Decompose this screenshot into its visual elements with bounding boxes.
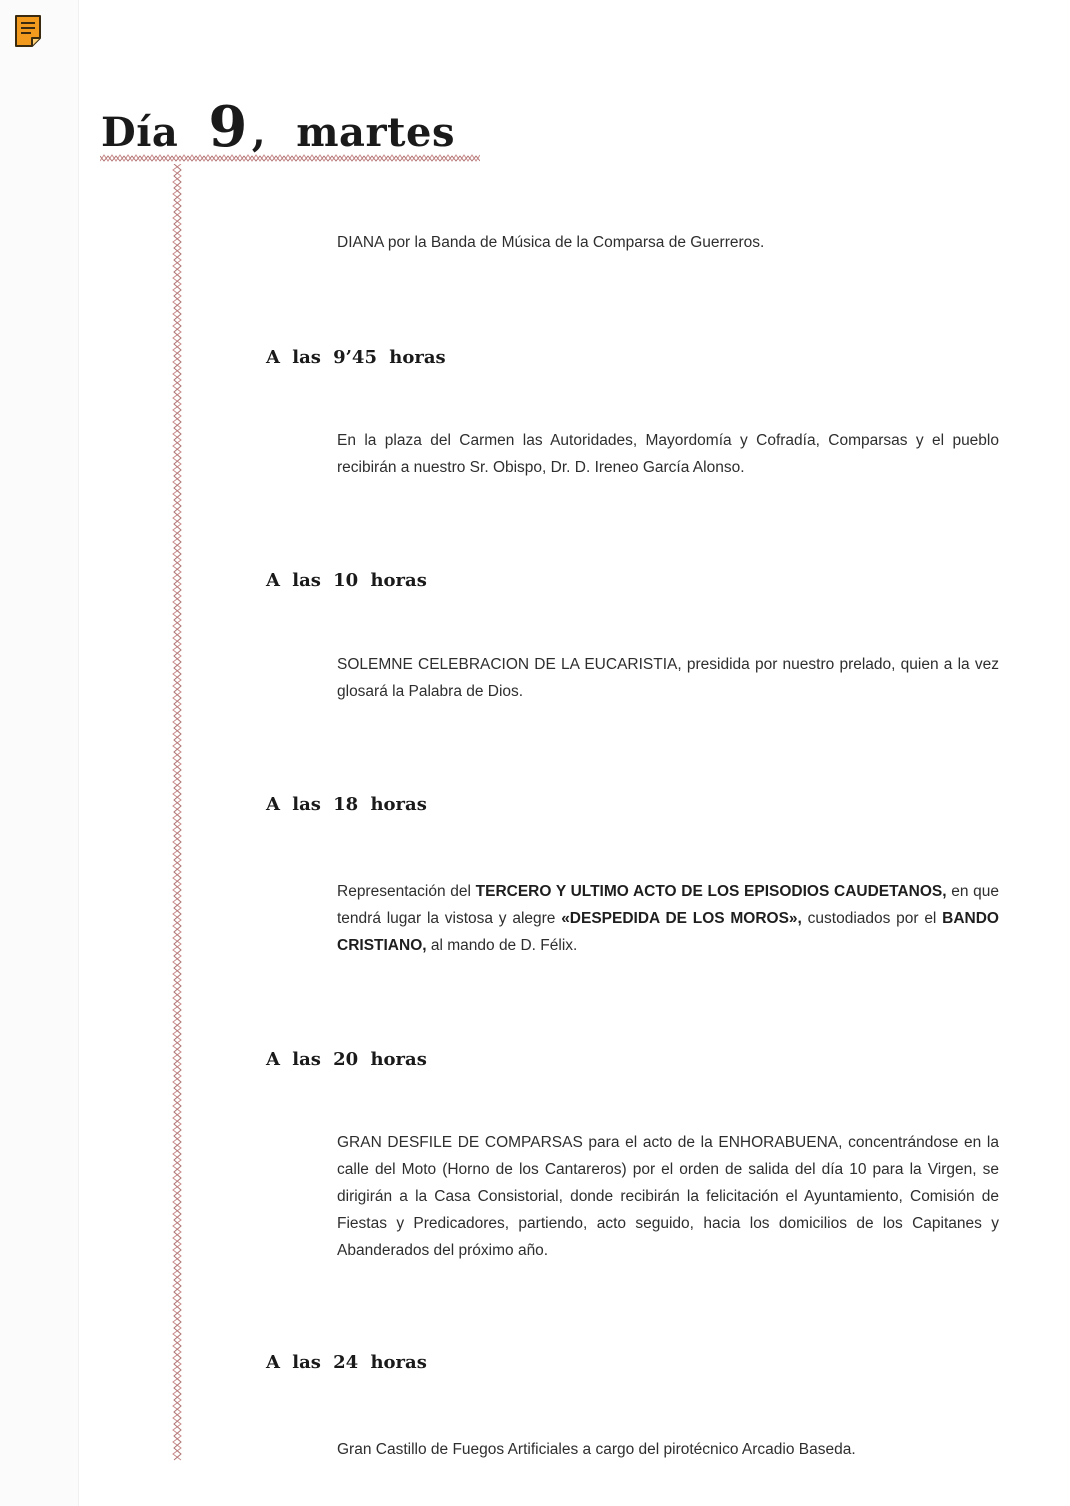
event-2000-text bbox=[337, 1129, 999, 1264]
event-0945-text bbox=[337, 427, 999, 481]
zigzag-border-vertical bbox=[168, 164, 188, 1464]
title-day-number: 9 bbox=[208, 94, 248, 160]
event-heading-2400: A las 24 horas bbox=[266, 1352, 427, 1373]
text-run: al mando de D. Félix. bbox=[426, 937, 578, 954]
text-run: en que tendrá lugar la vistosa y alegre bbox=[337, 883, 1000, 927]
bold-text-run: BANDO CRISTIANO, bbox=[337, 910, 999, 954]
event-1800-text bbox=[337, 878, 999, 959]
text-run: Representación del bbox=[337, 883, 476, 900]
note-icon[interactable] bbox=[14, 14, 44, 48]
zigzag-border-horizontal bbox=[100, 152, 480, 166]
title-weekday: martes bbox=[296, 109, 455, 156]
text-run: Gran Castillo de Fuegos Artificiales a cargo del pirotécnico Arcadio Baseda. bbox=[337, 1441, 856, 1458]
text-run: SOLEMNE CELEBRACION DE LA EUCARISTIA, presidida por nuestro prelado, quien a la vez glosará la Palabra de Dios. bbox=[337, 656, 999, 700]
text-run: DIANA por la Banda de Música de la Comparsa de Guerreros. bbox=[337, 234, 765, 251]
event-heading-1000: A las 10 horas bbox=[266, 570, 427, 591]
bold-text-run: «DESPEDIDA DE LOS MOROS», bbox=[561, 910, 802, 927]
event-heading-1800: A las 18 horas bbox=[266, 794, 427, 815]
event-heading-0945: A las 9’45 horas bbox=[266, 347, 446, 368]
event-heading-2000: A las 20 horas bbox=[266, 1049, 427, 1070]
text-run: En la plaza del Carmen las Autoridades, Mayordomía y Cofradía, Comparsas y el pueblo recibirán a nuestro Sr. Obispo, Dr. D. Ireneo García Alonso. bbox=[337, 432, 999, 476]
event-diana-text bbox=[337, 229, 999, 256]
page-title bbox=[101, 94, 455, 160]
event-1000-text bbox=[337, 651, 999, 705]
text-run: custodiados por el bbox=[801, 910, 943, 927]
text-run: GRAN DESFILE DE COMPARSAS para el acto de la ENHORABUENA, concentrándose en la calle del Moto (Horno de los Cantareros) por el orden de salida del día 10 para la Virgen, se dirigirán a la Casa Consistorial, donde recibirán la felicitación el Ayuntamiento, Comisión de Fiestas y Predicadores, partiendo, acto seguido, hacia los domicilios de los Capitanes y Abanderados del próximo año. bbox=[337, 1134, 999, 1259]
bold-text-run: TERCERO Y ULTIMO ACTO DE LOS EPISODIOS CAUDETANOS, bbox=[475, 883, 947, 900]
page-margin bbox=[0, 0, 79, 1506]
event-2400-text bbox=[337, 1436, 999, 1463]
title-day-word: Día bbox=[101, 109, 179, 156]
title-comma: , bbox=[251, 109, 267, 156]
